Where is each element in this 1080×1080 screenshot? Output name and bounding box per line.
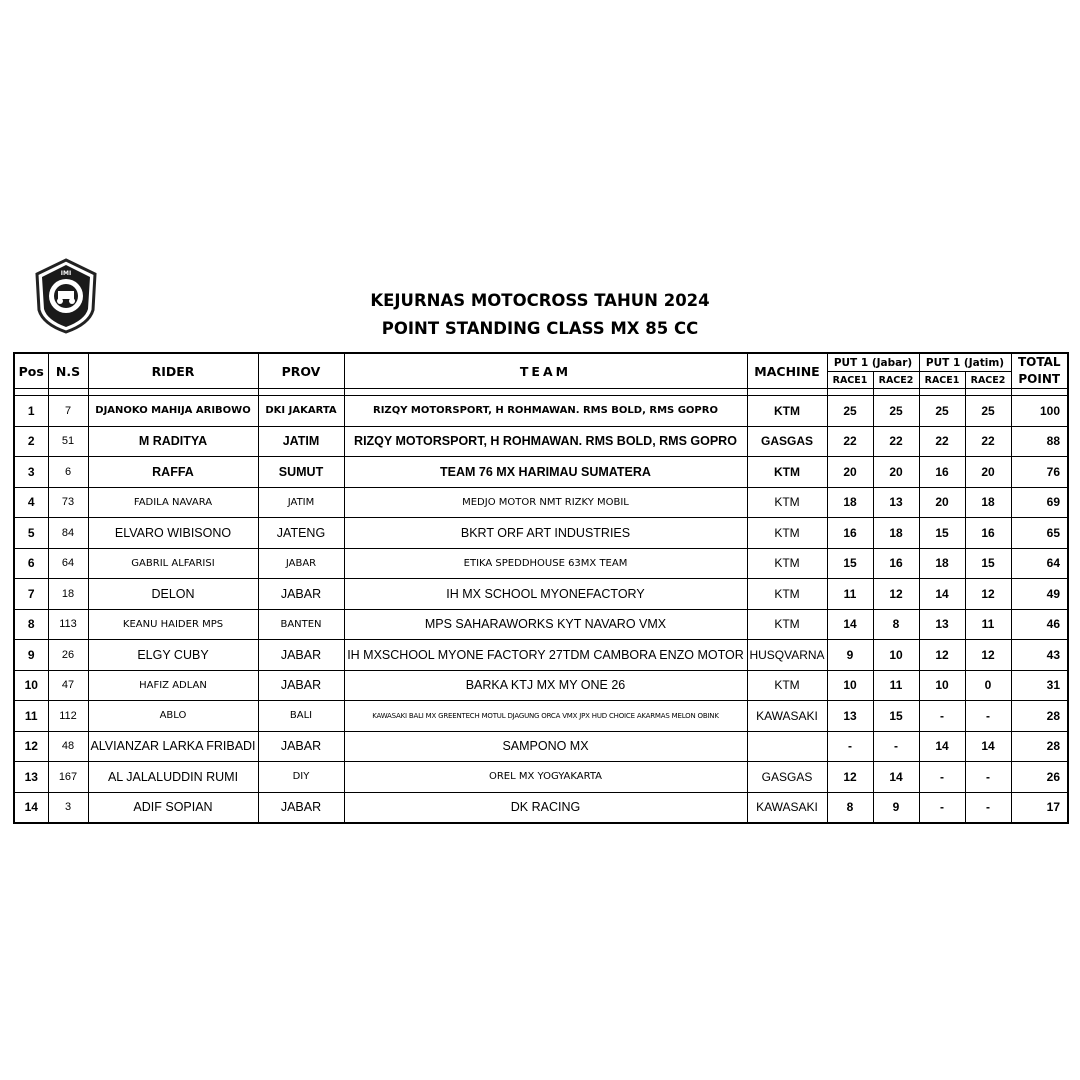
- cell-rider: ALVIANZAR LARKA FRIBADI: [88, 731, 258, 762]
- cell-jatim-race2: 11: [965, 609, 1011, 640]
- cell-jatim-race1: 18: [919, 548, 965, 579]
- cell-team: SAMPONO MX: [344, 731, 747, 762]
- cell-machine: KAWASAKI: [747, 792, 827, 823]
- cell-total: 43: [1011, 640, 1068, 671]
- col-machine: MACHINE: [747, 353, 827, 389]
- cell-ns: 48: [48, 731, 88, 762]
- cell-machine: [747, 731, 827, 762]
- cell-prov: JABAR: [258, 731, 344, 762]
- cell-rider: DELON: [88, 579, 258, 610]
- cell-pos: 12: [14, 731, 48, 762]
- cell-jabar-race2: 11: [873, 670, 919, 701]
- cell-jatim-race2: 22: [965, 426, 1011, 457]
- cell-jabar-race2: 14: [873, 762, 919, 793]
- cell-team: IH MXSCHOOL MYONE FACTORY 27TDM CAMBORA ENZO MOTOR: [344, 640, 747, 671]
- cell-pos: 14: [14, 792, 48, 823]
- col-pos: Pos: [14, 353, 48, 389]
- title-line-1: KEJURNAS MOTOCROSS TAHUN 2024: [370, 291, 710, 310]
- cell-jabar-race1: 12: [827, 762, 873, 793]
- cell-jatim-race2: 20: [965, 457, 1011, 488]
- cell-total: 26: [1011, 762, 1068, 793]
- cell-jabar-race2: 9: [873, 792, 919, 823]
- cell-machine: KTM: [747, 670, 827, 701]
- cell-jabar-race1: 16: [827, 518, 873, 549]
- cell-jabar-race1: 11: [827, 579, 873, 610]
- cell-pos: 5: [14, 518, 48, 549]
- cell-jatim-race1: 13: [919, 609, 965, 640]
- cell-machine: KTM: [747, 518, 827, 549]
- cell-ns: 26: [48, 640, 88, 671]
- cell-team: DK RACING: [344, 792, 747, 823]
- cell-jatim-race1: -: [919, 792, 965, 823]
- cell-jatim-race1: 14: [919, 579, 965, 610]
- cell-rider: DJANOKO MAHIJA ARIBOWO: [88, 396, 258, 427]
- cell-team: RIZQY MOTORSPORT, H ROHMAWAN. RMS BOLD, RMS GOPRO: [344, 396, 747, 427]
- cell-jabar-race1: 18: [827, 487, 873, 518]
- cell-team: TEAM 76 MX HARIMAU SUMATERA: [344, 457, 747, 488]
- cell-ns: 3: [48, 792, 88, 823]
- cell-pos: 10: [14, 670, 48, 701]
- cell-jatim-race2: 0: [965, 670, 1011, 701]
- cell-total: 46: [1011, 609, 1068, 640]
- table-row: [14, 609, 1068, 640]
- cell-jabar-race2: 15: [873, 701, 919, 732]
- cell-prov: JABAR: [258, 792, 344, 823]
- cell-prov: JABAR: [258, 579, 344, 610]
- cell-team: OREL MX YOGYAKARTA: [344, 762, 747, 793]
- cell-total: 69: [1011, 487, 1068, 518]
- cell-jatim-race2: 15: [965, 548, 1011, 579]
- cell-machine: KTM: [747, 548, 827, 579]
- cell-total: 17: [1011, 792, 1068, 823]
- cell-jatim-race1: 15: [919, 518, 965, 549]
- cell-jatim-race2: 12: [965, 640, 1011, 671]
- cell-team: KAWASAKI BALI MX GREENTECH MOTUL DJAGUNG ORCA VMX JPX HUD CHOICE AKARMAS MELON OBINK: [344, 701, 747, 732]
- col-total: [1011, 353, 1068, 389]
- cell-ns: 167: [48, 762, 88, 793]
- table-row: [14, 548, 1068, 579]
- cell-team: MPS SAHARAWORKS KYT NAVARO VMX: [344, 609, 747, 640]
- col-rider: RIDER: [88, 353, 258, 389]
- cell-jatim-race1: 14: [919, 731, 965, 762]
- cell-machine: KTM: [747, 579, 827, 610]
- table-row: [14, 731, 1068, 762]
- cell-prov: DIY: [258, 762, 344, 793]
- cell-jatim-race2: 25: [965, 396, 1011, 427]
- cell-team: BARKA KTJ MX MY ONE 26: [344, 670, 747, 701]
- cell-total: 64: [1011, 548, 1068, 579]
- col-jatim-race2: RACE2: [965, 372, 1011, 389]
- cell-prov: SUMUT: [258, 457, 344, 488]
- cell-jatim-race1: 20: [919, 487, 965, 518]
- cell-jatim-race2: 12: [965, 579, 1011, 610]
- cell-rider: KEANU HAIDER MPS: [88, 609, 258, 640]
- col-team: TEAM: [344, 353, 747, 389]
- cell-ns: 6: [48, 457, 88, 488]
- cell-rider: ADIF SOPIAN: [88, 792, 258, 823]
- cell-rider: HAFIZ ADLAN: [88, 670, 258, 701]
- cell-jabar-race2: 13: [873, 487, 919, 518]
- cell-jatim-race2: -: [965, 762, 1011, 793]
- cell-machine: KTM: [747, 457, 827, 488]
- cell-machine: KAWASAKI: [747, 701, 827, 732]
- cell-prov: JATIM: [258, 487, 344, 518]
- cell-jabar-race2: 10: [873, 640, 919, 671]
- cell-prov: BALI: [258, 701, 344, 732]
- cell-prov: JABAR: [258, 548, 344, 579]
- cell-rider: AL JALALUDDIN RUMI: [88, 762, 258, 793]
- cell-team: ETIKA SPEDDHOUSE 63MX TEAM: [344, 548, 747, 579]
- cell-jabar-race1: 20: [827, 457, 873, 488]
- cell-ns: 84: [48, 518, 88, 549]
- cell-jatim-race2: 14: [965, 731, 1011, 762]
- table-row: [14, 457, 1068, 488]
- cell-total: 76: [1011, 457, 1068, 488]
- cell-rider: ELVARO WIBISONO: [88, 518, 258, 549]
- cell-jabar-race1: 14: [827, 609, 873, 640]
- col-put-jatim: PUT 1 (Jatim): [919, 353, 1011, 372]
- document-title: [0, 287, 1080, 343]
- col-total-line1: TOTAL: [1017, 355, 1061, 369]
- cell-prov: JABAR: [258, 670, 344, 701]
- cell-total: 49: [1011, 579, 1068, 610]
- cell-jabar-race1: 9: [827, 640, 873, 671]
- cell-machine: KTM: [747, 609, 827, 640]
- table-row: [14, 396, 1068, 427]
- cell-rider: M RADITYA: [88, 426, 258, 457]
- table-row: [14, 487, 1068, 518]
- cell-jabar-race2: 25: [873, 396, 919, 427]
- cell-jabar-race1: 10: [827, 670, 873, 701]
- cell-machine: GASGAS: [747, 762, 827, 793]
- cell-jatim-race2: -: [965, 701, 1011, 732]
- cell-jabar-race2: 16: [873, 548, 919, 579]
- cell-ns: 112: [48, 701, 88, 732]
- cell-pos: 8: [14, 609, 48, 640]
- col-prov: PROV: [258, 353, 344, 389]
- cell-jabar-race1: 22: [827, 426, 873, 457]
- table-row: [14, 579, 1068, 610]
- table-row: [14, 762, 1068, 793]
- cell-jatim-race2: -: [965, 792, 1011, 823]
- cell-jabar-race2: 18: [873, 518, 919, 549]
- col-ns: N.S: [48, 353, 88, 389]
- title-line-2: POINT STANDING CLASS MX 85 CC: [381, 319, 699, 338]
- cell-jatim-race1: 12: [919, 640, 965, 671]
- table-row: [14, 518, 1068, 549]
- cell-machine: HUSQVARNA: [747, 640, 827, 671]
- cell-ns: 47: [48, 670, 88, 701]
- cell-prov: DKI JAKARTA: [258, 396, 344, 427]
- col-jabar-race1: RACE1: [827, 372, 873, 389]
- cell-pos: 9: [14, 640, 48, 671]
- cell-pos: 6: [14, 548, 48, 579]
- cell-prov: JATENG: [258, 518, 344, 549]
- cell-total: 28: [1011, 701, 1068, 732]
- cell-prov: JATIM: [258, 426, 344, 457]
- table-row: [14, 640, 1068, 671]
- cell-jatim-race1: 10: [919, 670, 965, 701]
- col-jabar-race2: RACE2: [873, 372, 919, 389]
- cell-team: MEDJO MOTOR NMT RIZKY MOBIL: [344, 487, 747, 518]
- cell-jabar-race2: -: [873, 731, 919, 762]
- table-row: [14, 426, 1068, 457]
- cell-team: IH MX SCHOOL MYONEFACTORY: [344, 579, 747, 610]
- cell-jabar-race2: 8: [873, 609, 919, 640]
- cell-machine: KTM: [747, 396, 827, 427]
- cell-pos: 13: [14, 762, 48, 793]
- table-row: [14, 670, 1068, 701]
- cell-jabar-race1: 15: [827, 548, 873, 579]
- cell-jabar-race1: 25: [827, 396, 873, 427]
- cell-team: RIZQY MOTORSPORT, H ROHMAWAN. RMS BOLD, RMS GOPRO: [344, 426, 747, 457]
- logo-text: IMI: [60, 270, 72, 277]
- cell-pos: 11: [14, 701, 48, 732]
- cell-pos: 2: [14, 426, 48, 457]
- cell-total: 65: [1011, 518, 1068, 549]
- cell-jatim-race1: -: [919, 762, 965, 793]
- cell-jatim-race2: 18: [965, 487, 1011, 518]
- cell-jabar-race2: 20: [873, 457, 919, 488]
- col-jatim-race1: RACE1: [919, 372, 965, 389]
- cell-rider: FADILA NAVARA: [88, 487, 258, 518]
- cell-prov: BANTEN: [258, 609, 344, 640]
- cell-jabar-race1: 13: [827, 701, 873, 732]
- cell-ns: 7: [48, 396, 88, 427]
- header-spacer: [14, 389, 1068, 396]
- cell-jatim-race1: -: [919, 701, 965, 732]
- cell-jabar-race2: 22: [873, 426, 919, 457]
- cell-total: 28: [1011, 731, 1068, 762]
- cell-total: 100: [1011, 396, 1068, 427]
- cell-ns: 73: [48, 487, 88, 518]
- cell-jatim-race1: 25: [919, 396, 965, 427]
- cell-ns: 64: [48, 548, 88, 579]
- col-total-line2: POINT: [1018, 372, 1061, 386]
- cell-ns: 113: [48, 609, 88, 640]
- cell-rider: ABLO: [88, 701, 258, 732]
- cell-rider: RAFFA: [88, 457, 258, 488]
- cell-pos: 1: [14, 396, 48, 427]
- cell-jabar-race2: 12: [873, 579, 919, 610]
- cell-total: 31: [1011, 670, 1068, 701]
- cell-jatim-race1: 16: [919, 457, 965, 488]
- cell-pos: 3: [14, 457, 48, 488]
- table-row: [14, 701, 1068, 732]
- cell-jabar-race1: -: [827, 731, 873, 762]
- standings-table: [13, 352, 1069, 824]
- cell-machine: GASGAS: [747, 426, 827, 457]
- cell-ns: 18: [48, 579, 88, 610]
- cell-prov: JABAR: [258, 640, 344, 671]
- cell-rider: ELGY CUBY: [88, 640, 258, 671]
- cell-pos: 4: [14, 487, 48, 518]
- table-row: [14, 792, 1068, 823]
- cell-machine: KTM: [747, 487, 827, 518]
- cell-jatim-race1: 22: [919, 426, 965, 457]
- cell-total: 88: [1011, 426, 1068, 457]
- cell-ns: 51: [48, 426, 88, 457]
- cell-jabar-race1: 8: [827, 792, 873, 823]
- cell-team: BKRT ORF ART INDUSTRIES: [344, 518, 747, 549]
- cell-jatim-race2: 16: [965, 518, 1011, 549]
- cell-pos: 7: [14, 579, 48, 610]
- col-put-jabar: PUT 1 (Jabar): [827, 353, 919, 372]
- cell-rider: GABRIL ALFARISI: [88, 548, 258, 579]
